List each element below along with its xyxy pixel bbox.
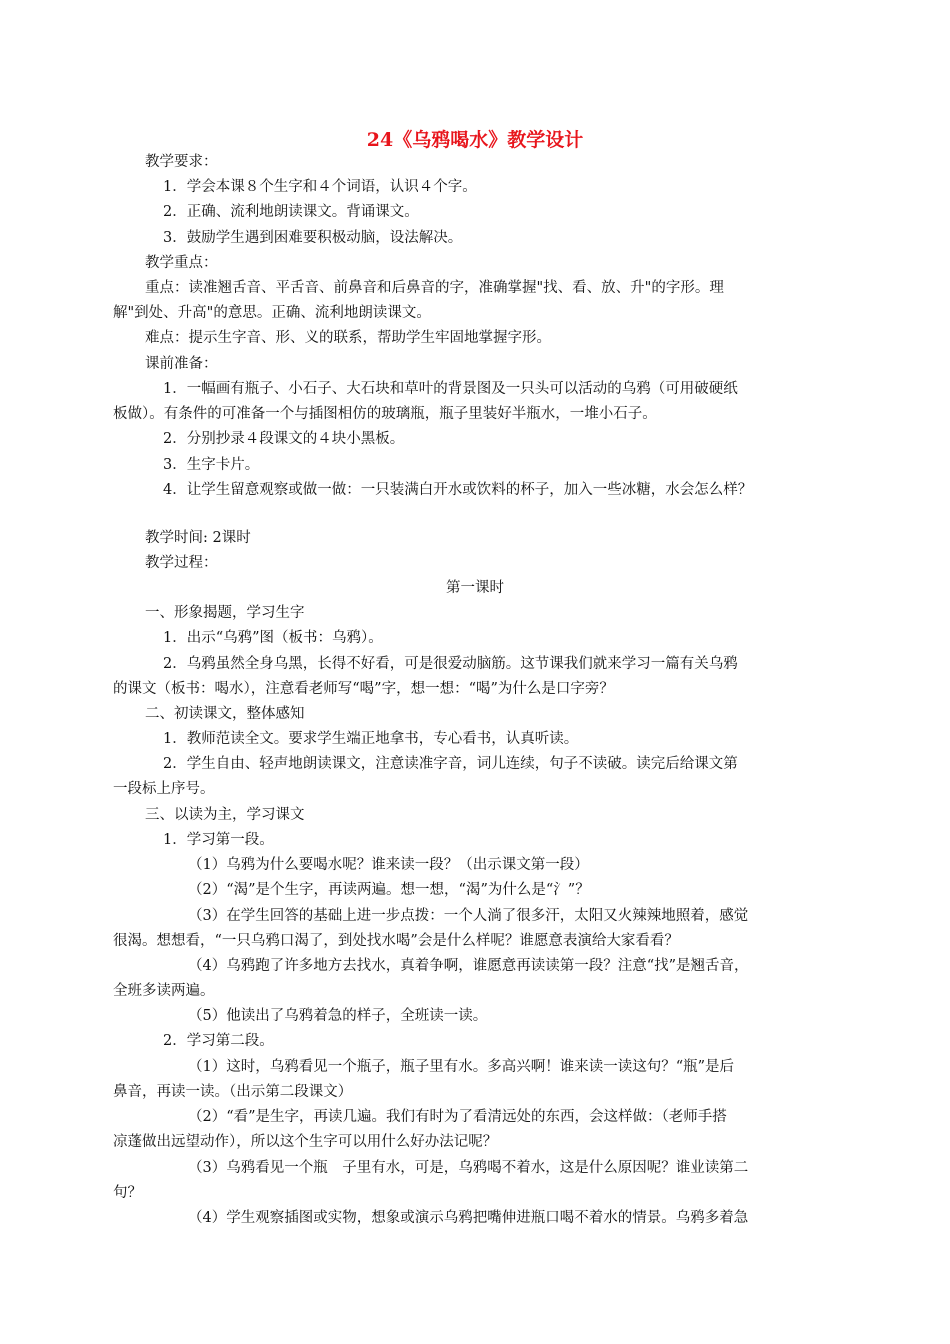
paragraph-line: 难点：提示生字音、形、义的联系，帮助学生牢固地掌握字形。 xyxy=(145,330,551,346)
paragraph-line: （3）乌鸦看见一个瓶 子里有水，可是，乌鸦喝不着水，这是什么原因呢？谁业读第二 xyxy=(188,1160,749,1176)
section-heading: 三、以读为主，学习课文 xyxy=(145,807,305,823)
paragraph-line: 1．出示“乌鸦”图（板书：乌鸦）。 xyxy=(163,630,383,646)
paragraph-line: （4）学生观察插图或实物，想象或演示乌鸦把嘴伸进瓶口喝不着水的情景。乌鸦多着急 xyxy=(188,1210,749,1226)
paragraph-line: 2．分别抄录４段课文的４块小黑板。 xyxy=(163,431,405,447)
paragraph-line: （1）这时，乌鸦看见一个瓶子，瓶子里有水。多高兴啊！谁来读一读这句？“瓶”是后 xyxy=(188,1059,735,1075)
paragraph-line: （5）他读出了乌鸦着急的样子，全班读一读。 xyxy=(188,1008,488,1024)
paragraph-line: 2．乌鸦虽然全身乌黑，长得不好看，可是很爱动脑筋。这节课我们就来学习一篇有关乌鸦 xyxy=(163,656,738,672)
paragraph-line: （2）“看”是生字，再读几遍。我们有时为了看清远处的东西，会这样做：（老师手搭 xyxy=(188,1109,727,1125)
paragraph-line: 句？ xyxy=(113,1185,142,1201)
paragraph-line: 2．正确、流利地朗读课文。背诵课文。 xyxy=(163,204,419,220)
paragraph-line: 凉蓬做出远望动作），所以这个生字可以用什么好办法记呢？ xyxy=(113,1134,498,1150)
lesson-heading: 第一课时 xyxy=(446,580,504,596)
paragraph-line: （2）“渴”是个生字，再读两遍。想一想，“渴”为什么是“氵”？ xyxy=(188,882,590,898)
paragraph-line: 1．教师范读全文。要求学生端正地拿书，专心看书，认真听读。 xyxy=(163,731,579,747)
paragraph-line: 1．一幅画有瓶子、小石子、大石块和草叶的背景图及一只头可以活动的乌鸦（可用破硬纸 xyxy=(163,381,738,397)
section-heading: 二、初读课文，整体感知 xyxy=(145,706,305,722)
teaching-time: 教学时间: 2课时 xyxy=(145,530,251,546)
section-heading-key-points: 教学重点： xyxy=(145,255,218,271)
paragraph-line: （3）在学生回答的基础上进一步点拨：一个人淌了很多汗，太阳又火辣辣地照着，感觉 xyxy=(188,908,749,924)
section-heading-requirements: 教学要求： xyxy=(145,154,218,170)
section-heading-preparation: 课前准备： xyxy=(145,356,218,372)
paragraph-line: 的课文（板书：喝水），注意看老师写“喝”字，想一想：“喝”为什么是口字旁？ xyxy=(113,681,614,697)
paragraph-line: 3．鼓励学生遇到困难要积极动脑，设法解决。 xyxy=(163,230,463,246)
paragraph-line: 重点：读准翘舌音、平舌音、前鼻音和后鼻音的字，准确掌握"找、看、放、升"的字形。理 xyxy=(145,280,724,296)
paragraph-line: 解"到处、升高"的意思。正确、流利地朗读课文。 xyxy=(113,305,431,321)
paragraph-line: 2．学习第二段。 xyxy=(163,1033,274,1049)
document-title: 24《乌鸦喝水》教学设计 xyxy=(366,129,584,151)
paragraph-line: 2．学生自由、轻声地朗读课文，注意读准字音，词儿连续，句子不读破。读完后给课文第 xyxy=(163,756,738,772)
paragraph-line: 1．学习第一段。 xyxy=(163,832,274,848)
paragraph-line: 4．让学生留意观察或做一做：一只装满白开水或饮料的杯子，加入一些冰糖，水会怎么样？ xyxy=(163,482,753,498)
paragraph-line: 全班多读两遍。 xyxy=(113,983,215,999)
paragraph-line: 很渴。想想看，“一只乌鸦口渴了，到处找水喝”会是什么样呢？谁愿意表演给大家看看？ xyxy=(113,933,679,949)
paragraph-line: 鼻音，再读一读。（出示第二段课文） xyxy=(113,1084,353,1100)
paragraph-line: （1）乌鸦为什么要喝水呢？谁来读一段？（出示课文第一段） xyxy=(188,857,589,873)
paragraph-line: 板做）。有条件的可准备一个与插图相仿的玻璃瓶，瓶子里装好半瓶水，一堆小石子。 xyxy=(113,406,657,422)
section-heading-process: 教学过程： xyxy=(145,555,218,571)
section-heading: 一、形象揭题，学习生字 xyxy=(145,605,305,621)
paragraph-line: 一段标上序号。 xyxy=(113,781,215,797)
paragraph-line: 1．学会本课８个生字和４个词语，认识４个字。 xyxy=(163,179,477,195)
paragraph-line: （4）乌鸦跑了许多地方去找水，真着争啊，谁愿意再读读第一段？注意“找”是翘舌音， xyxy=(188,958,749,974)
paragraph-line: 3．生字卡片。 xyxy=(163,457,260,473)
